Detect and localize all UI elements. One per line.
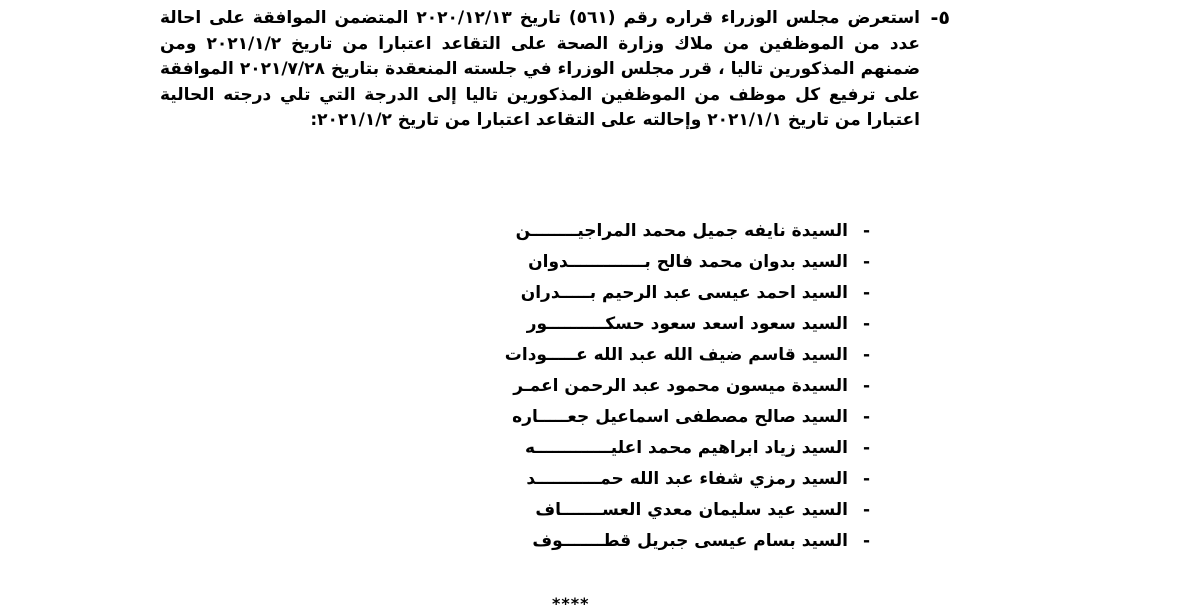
list-item [505,495,870,526]
list-bullet: - [862,345,870,365]
list-item [505,247,870,278]
list-item [505,278,870,309]
list-item [505,340,870,371]
item-number: ٥- [930,7,950,29]
names-list [505,216,870,557]
employee-name: السيد عيد سليمان معدي العســـــــاف [535,500,848,520]
list-item [505,402,870,433]
employee-name: السيد احمد عيسى عبد الرحيم بـــــدران [520,283,848,303]
employee-name: السيدة نايفه جميل محمد المراجيــــــــن [515,221,848,241]
list-item [505,371,870,402]
employee-name: السيد بدوان محمد فالح بـــــــــــــدوان [528,252,848,272]
list-item [505,526,870,557]
employee-name: السيدة ميسون محمود عبد الرحمن اعمـر [513,376,848,396]
employee-name: السيد قاسم ضيف الله عبد الله عـــــودات [504,345,848,365]
decision-paragraph: استعرض مجلس الوزراء قراره رقم (٥٦١) تاريخ ٢٠٢٠/١٢/١٣ المتضمن الموافقة على احالة عدد من الموظفين من ملاك وزارة الصحة على التقاعد اعتبارا من تاريخ ٢٠٢١/١/٢ ومن ضمنهم المذكورين تاليا ، قرر مجلس الوزراء في جلسته المنعقدة بتاريخ ٢٠٢١/٧/٢٨ الموافقة على ترفيع كل موظف من الموظفين المذكورين تاليا إلى الدرجة التي تلي درجته الحالية اعتبارا من تاريخ ٢٠٢١/١/١ وإحالته على التقاعد اعتبارا من تاريخ ٢٠٢١/١/٢: [160,8,920,130]
list-bullet: - [862,407,870,427]
employee-name: السيد زياد ابراهيم محمد اعليـــــــــــــه [524,438,848,458]
list-bullet: - [862,252,870,272]
list-bullet: - [862,314,870,334]
list-bullet: - [862,500,870,520]
list-item [505,309,870,340]
employee-name: السيد رمزي شفاء عبد الله حمـــــــــــد [526,469,848,489]
list-item [505,433,870,464]
list-bullet: - [862,221,870,241]
employee-name: السيد سعود اسعد سعود حسكــــــــــور [526,314,848,334]
employee-name: السيد صالح مصطفى اسماعيل جعـــــاره [512,407,848,427]
list-bullet: - [862,438,870,458]
list-bullet: - [862,376,870,396]
list-bullet: - [862,531,870,551]
list-item [505,216,870,247]
list-bullet: - [862,283,870,303]
list-bullet: - [862,469,870,489]
employee-name: السيد بسام عيسى جبريل قطـــــــوف [532,531,848,551]
list-item [505,464,870,495]
section-separator: **** [552,594,590,613]
